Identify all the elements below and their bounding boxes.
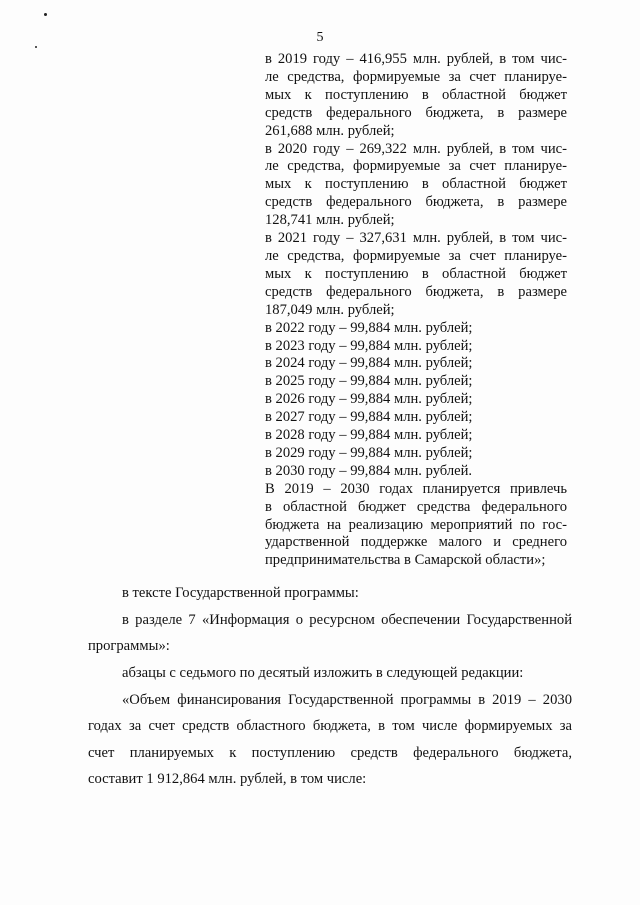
amounts-line: в 2023 году – 99,884 млн. рублей;	[265, 337, 473, 354]
amounts-line: в 2027 году – 99,884 млн. рублей;	[265, 409, 473, 426]
amounts-line: предпринимательства в Самарской области»;	[265, 552, 546, 569]
paragraph-funding-line: счет планируемых к поступлению средств федерального бюджета,	[88, 745, 572, 761]
amounts-line: ударственной поддержке малого и среднего	[265, 534, 567, 551]
amounts-line: в 2026 году – 99,884 млн. рублей;	[265, 391, 473, 408]
amounts-line: В 2019 – 2030 годах планируется привлечь	[265, 480, 567, 497]
amounts-block	[265, 51, 567, 570]
amounts-line: средств федерального бюджета, в размере	[265, 283, 567, 300]
amounts-line: в областной бюджет средства федерального	[265, 498, 567, 515]
paragraph-funding-line: «Объем финансирования Государственной программы в 2019 – 2030	[122, 692, 572, 708]
scan-speck	[44, 13, 47, 16]
page-number: 5	[316, 30, 324, 45]
amounts-line: 261,688 млн. рублей;	[265, 122, 395, 139]
amounts-line: в 2028 году – 99,884 млн. рублей;	[265, 427, 473, 444]
amounts-line: в 2029 году – 99,884 млн. рублей;	[265, 444, 473, 461]
amounts-line: ле средства, формируемые за счет планируе-	[265, 247, 567, 264]
amounts-line: в 2024 году – 99,884 млн. рублей;	[265, 355, 473, 372]
paragraph-instruction: абзацы с седьмого по десятый изложить в следующей редакции:	[122, 665, 524, 681]
paragraph-section-7-line: программы»:	[88, 638, 170, 654]
amounts-line: в 2021 году – 327,631 млн. рублей, в том чис-	[265, 230, 567, 247]
amounts-line: мых к поступлению в областной бюджет	[265, 265, 567, 282]
amounts-line: средств федерального бюджета, в размере	[265, 104, 567, 121]
amounts-line: 187,049 млн. рублей;	[265, 301, 395, 318]
amounts-line: в 2019 году – 416,955 млн. рублей, в том чис-	[265, 51, 567, 67]
amounts-line: в 2025 году – 99,884 млн. рублей;	[265, 373, 473, 390]
paragraph-program-text: в тексте Государственной программы:	[122, 585, 359, 601]
amounts-line: ле средства, формируемые за счет планируе-	[265, 68, 567, 85]
amounts-line: в 2020 году – 269,322 млн. рублей, в том чис-	[265, 140, 567, 157]
amounts-line: ле средства, формируемые за счет планируе-	[265, 158, 567, 175]
paragraph-funding-line: годах за счет средств областного бюджета, в том числе формируемых за	[88, 718, 572, 734]
amounts-line: в 2022 году – 99,884 млн. рублей;	[265, 319, 473, 336]
amounts-line: бюджета на реализацию мероприятий по гос-	[265, 516, 567, 533]
scan-speck	[35, 46, 37, 48]
amounts-line: мых к поступлению в областной бюджет	[265, 86, 567, 103]
amounts-line: мых к поступлению в областной бюджет	[265, 176, 567, 193]
amounts-line: в 2030 году – 99,884 млн. рублей.	[265, 462, 473, 479]
amounts-line: 128,741 млн. рублей;	[265, 212, 395, 229]
amounts-line: средств федерального бюджета, в размере	[265, 194, 567, 211]
paragraph-section-7-line: в разделе 7 «Информация о ресурсном обеспечении Государственной	[122, 612, 572, 628]
paragraph-funding-line: составит 1 912,864 млн. рублей, в том числе:	[88, 771, 367, 787]
